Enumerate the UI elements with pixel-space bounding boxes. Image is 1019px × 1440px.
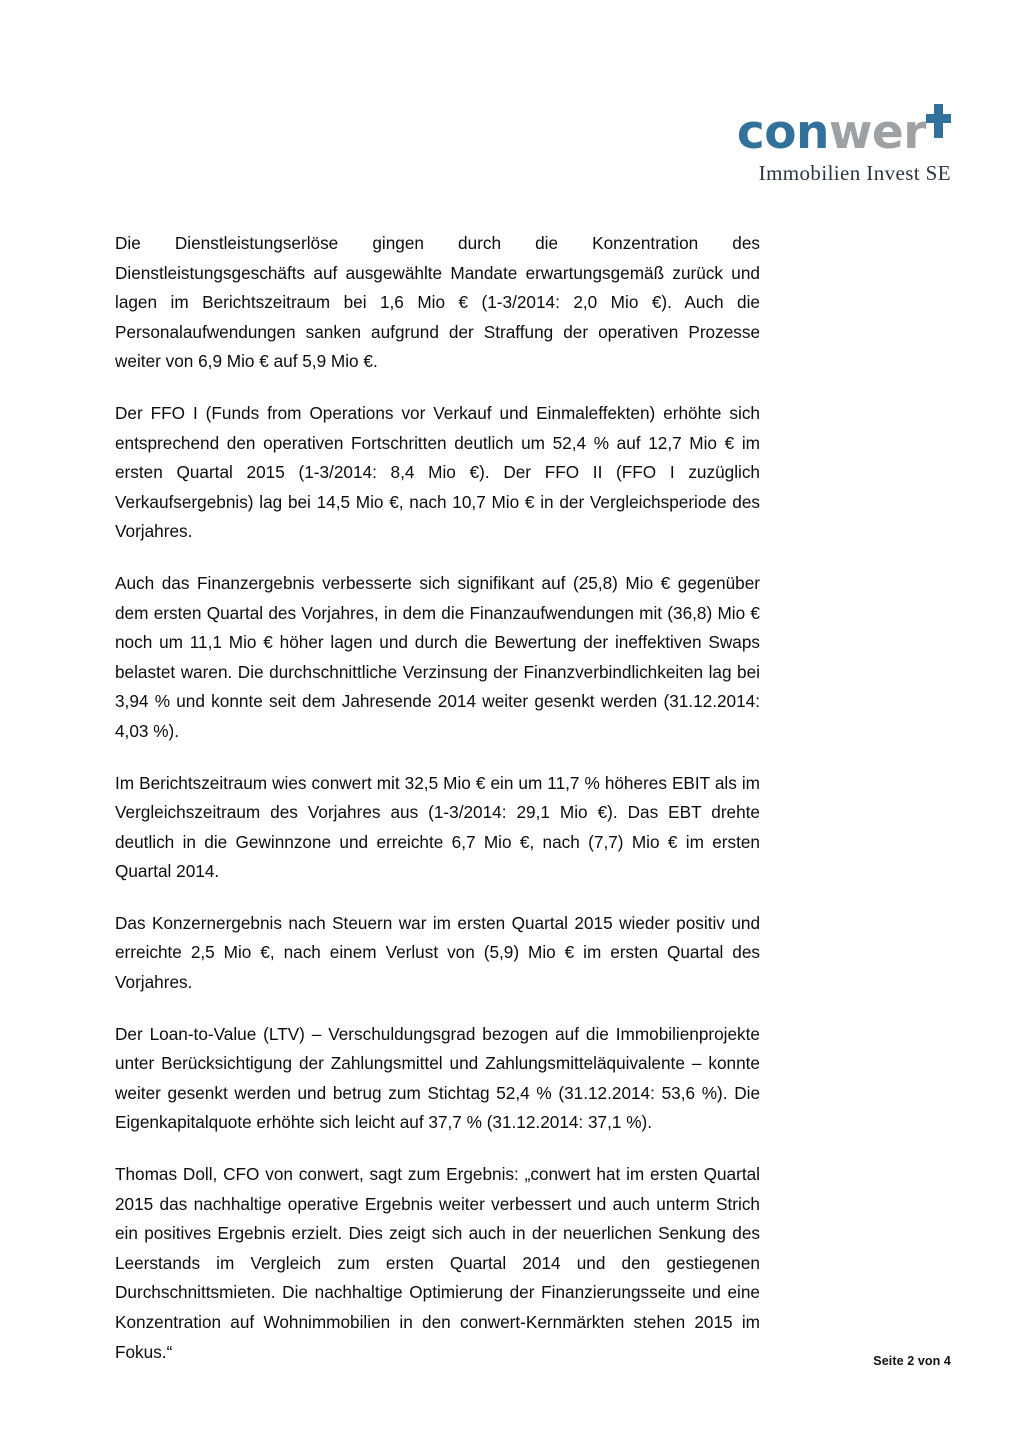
- paragraph-loan-to-value: Der Loan-to-Value (LTV) – Verschuldungsgrad bezogen auf die Immobilienprojekte unter Berücksichtigung der Zahlungsmittel und Zahlungsmitteläquivalente – konnte weiter gesenkt werden und betrug zum Stichtag 52,4 % (31.12.2014: 53,6 %). Die Eigenkapitalquote erhöhte sich leicht auf 37,7 % (31.12.2014: 37,1 %).: [115, 1023, 760, 1133]
- document-body: [115, 229, 760, 1367]
- paragraph-ebit: Im Berichtszeitraum wies conwert mit 32,5 Mio € ein um 11,7 % höheres EBIT als im Vergleichszeitraum des Vorjahres aus (1-3/2014: 29,1 Mio €). Das EBT drehte deutlich in die Gewinnzone und erreichte 6,7 Mio €, nach (7,7) Mio € im ersten Quartal 2014.: [115, 772, 760, 882]
- paragraph-financial-result: Auch das Finanzergebnis verbesserte sich signifikant auf (25,8) Mio € gegenüber dem ersten Quartal des Vorjahres, in dem die Finanzaufwendungen mit (36,8) Mio € noch um 11,1 Mio € höher lagen und durch die Bewertung der ineffektiven Swaps belastet waren. Die durchschnittliche Verzinsung der Finanzverbindlichkeiten lag bei 3,94 % und konnte seit dem Jahresende 2014 weiter gesenkt werden (31.12.2014: 4,03 %).: [115, 572, 760, 741]
- logo-cross-horizontal: [926, 114, 951, 123]
- logo-wordmark: [736, 105, 951, 160]
- paragraph-cfo-quote: Thomas Doll, CFO von conwert, sagt zum Ergebnis: „conwert hat im ersten Quartal 2015 das nachhaltige operative Ergebnis weiter verbessert und auch unterm Strich ein positives Ergebnis erzielt. Dies zeigt sich auch in der neuerlichen Senkung des Leerstands im Vergleich zum ersten Quartal 2014 und den gestiegenen Durchschnittsmieten. Die nachhaltige Optimierung der Finanzierungsseite und eine Konzentration auf Wohnimmobilien in den conwert-Kernmärkten stehen 2015 im Fokus.“: [115, 1164, 760, 1362]
- paragraph-group-result: Das Konzernergebnis nach Steuern war im ersten Quartal 2015 wieder positiv und erreichte 2,5 Mio €, nach einem Verlust von (5,9) Mio € im ersten Quartal des Vorjahres.: [115, 912, 760, 993]
- logo-text-con: con: [736, 105, 830, 160]
- company-logo: [736, 105, 951, 185]
- page-number-footer: Seite 2 von 4: [873, 1354, 951, 1368]
- logo-cross-t-icon: [926, 108, 951, 148]
- logo-subtitle: Immobilien Invest SE: [758, 161, 951, 185]
- logo-text-wer: wer: [829, 105, 926, 160]
- paragraph-ffo: Der FFO I (Funds from Operations vor Verkauf und Einmaleffekten) erhöhte sich entsprechend den operativen Fortschritten deutlich um 52,4 % auf 12,7 Mio € im ersten Quartal 2015 (1-3/2014: 8,4 Mio €). Der FFO II (FFO I zuzüglich Verkaufsergebnis) lag bei 14,5 Mio €, nach 10,7 Mio € in der Vergleichsperiode des Vorjahres.: [115, 402, 760, 542]
- paragraph-service-revenue: Die Dienstleistungserlöse gingen durch die Konzentration des Dienstleistungsgeschäfts auf ausgewählte Mandate erwartungsgemäß zurück und lagen im Berichtszeitraum bei 1,6 Mio € (1-3/2014: 2,0 Mio €). Auch die Personalaufwendungen sanken aufgrund der Straffung der operativen Prozesse weiter von 6,9 Mio € auf 5,9 Mio €.: [115, 233, 760, 372]
